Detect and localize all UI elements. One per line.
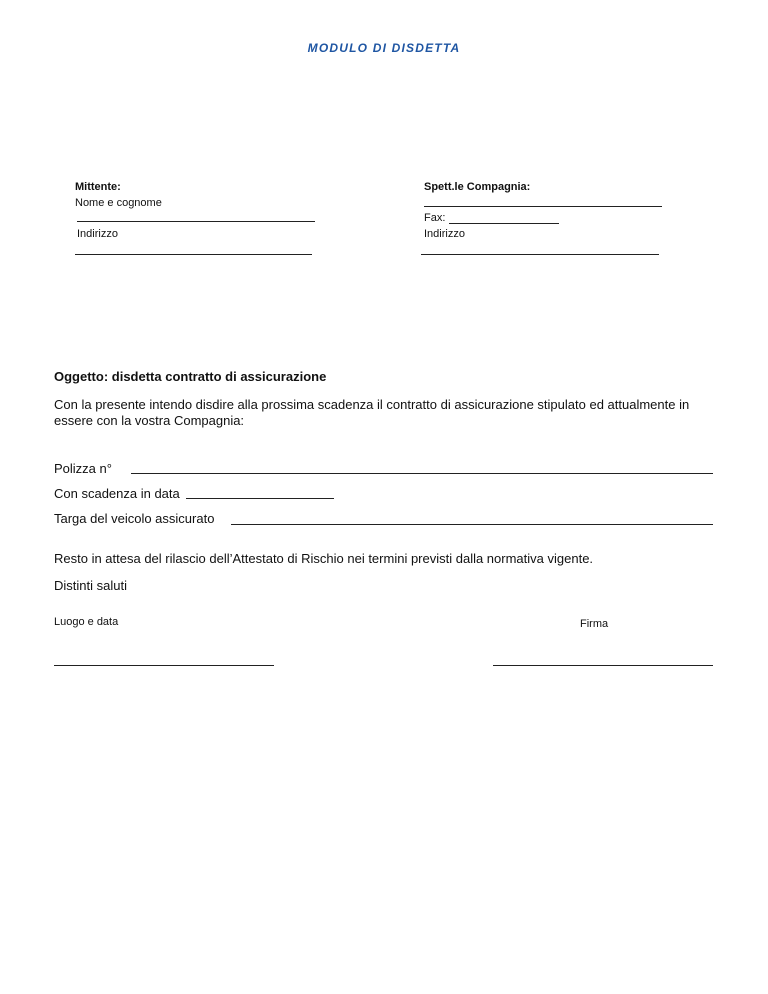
expiry-label: Con scadenza in data <box>54 486 180 501</box>
place-date-line[interactable] <box>54 665 274 666</box>
body-paragraph: Con la presente intendo disdire alla prossima scadenza il contratto di assicurazione stipulato ed attualmente in essere con la vostra Compagnia: <box>54 397 690 428</box>
recipient-address-label: Indirizzo <box>424 228 465 240</box>
plate-label: Targa del veicolo assicurato <box>54 511 215 526</box>
closing-paragraph: Resto in attesa del rilascio dell’Attestato di Rischio nei termini previsti dalla normativa vigente. <box>54 551 594 566</box>
recipient-address-line[interactable] <box>421 254 659 255</box>
place-date-label: Luogo e data <box>54 616 119 628</box>
sender-address-line[interactable] <box>75 254 312 255</box>
greeting: Distinti saluti <box>54 578 127 593</box>
policy-number-line[interactable] <box>131 473 713 474</box>
signature-line[interactable] <box>493 665 713 666</box>
recipient-heading: Spett.le Compagnia: <box>424 181 531 193</box>
sender-heading: Mittente: <box>75 181 121 193</box>
sender-name-line[interactable] <box>77 221 315 222</box>
recipient-company-line[interactable] <box>424 206 662 207</box>
policy-label: Polizza n° <box>54 461 112 476</box>
recipient-fax-line[interactable] <box>449 223 559 224</box>
sender-name-label: Nome e cognome <box>75 197 162 209</box>
recipient-fax-label: Fax: <box>424 212 446 224</box>
expiry-date-line[interactable] <box>186 498 334 499</box>
sender-address-label: Indirizzo <box>77 228 118 240</box>
subject-line: Oggetto: disdetta contratto di assicurazione <box>54 369 327 384</box>
plate-line[interactable] <box>231 524 713 525</box>
document-title: MODULO DI DISDETTA <box>307 41 461 55</box>
signature-label: Firma <box>580 618 609 630</box>
